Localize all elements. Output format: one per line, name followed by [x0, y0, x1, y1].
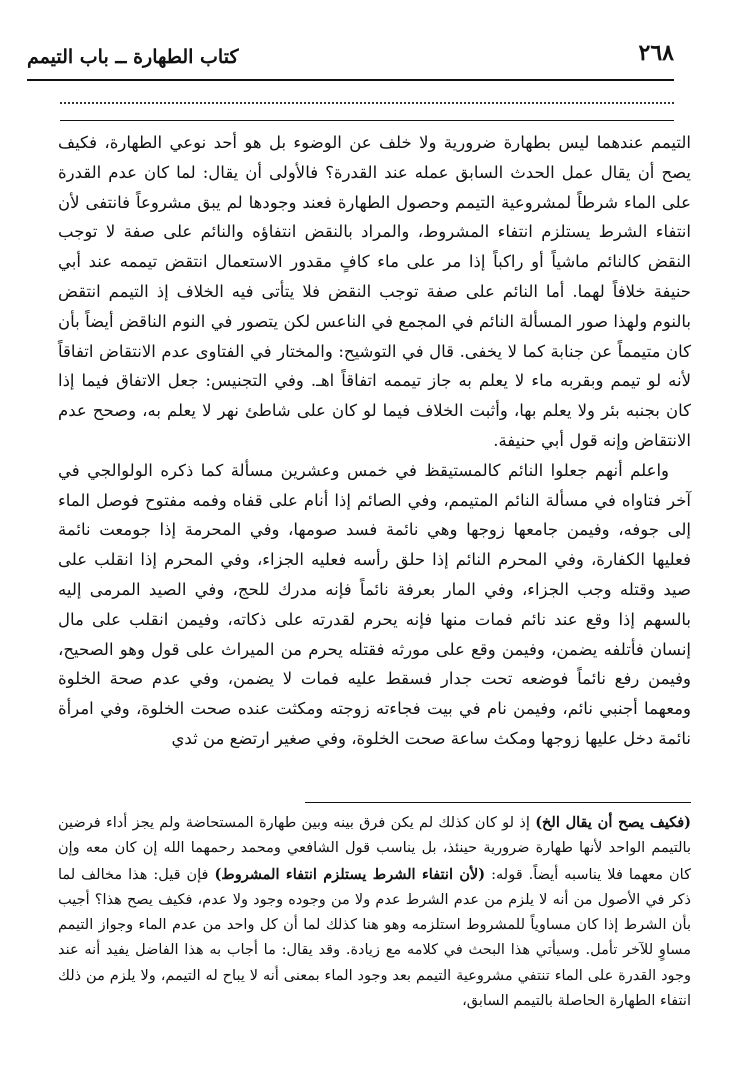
- body-top-rule: [60, 120, 674, 121]
- page-number: ٢٦٨: [638, 40, 674, 66]
- header-rule: [27, 79, 674, 81]
- footnote: [58, 810, 691, 1014]
- footnote-lemma-2: (لأن انتفاء الشرط يستلزم انتفاء المشروط): [214, 865, 486, 883]
- footnote-text-1: إذ لو كان كذلك لم يكن فرق بينه وبين طهارة المستحاضة ولم يجز أداء فرضين بالتيمم الواحد لأنها طهارة ضرورية حينئذ، بل يناسب قول الشافعي ومحمد رحمهما الله إن كان معه وإن كان معهما فلا يناسبه أيضاً. قوله:: [58, 815, 691, 883]
- running-head: كتاب الطهارة ــ باب التيمم: [27, 46, 239, 68]
- dotted-separator: [60, 90, 674, 104]
- footnote-text-2: فإن قيل: هذا مخالف لما ذكر في الأصول من أنه لا يلزم من عدم الشرط عدم ولا من وجوده وجود ولا عدم، فكيف يصح هذا؟ أجيب بأن الشرط إذا كان مساوياً للمشروط استلزمه وهو هنا كذلك لما أن كل واحد من عدم الماء وجواز التيمم مساوٍ للآخر تأمل. وسيأتي هذا البحث في كلامه مع زيادة. وقد يقال: ما أجاب به هذا الفاضل يفيد أنه عند وجود القدرة على الماء تنتفي مشروعية التيمم بعد وجود الماء بمعنى أنه لا يباح له التيمم، ولا يلزم من ذلك انتفاء الطهارة الحاصلة بالتيمم السابق،: [58, 866, 691, 1010]
- main-text: [58, 128, 691, 754]
- footnote-rule: [305, 802, 691, 803]
- main-paragraph-2: واعلم أنهم جعلوا النائم كالمستيقظ في خمس وعشرين مسألة كما ذكره الولوالجي في آخر فتاواه في مسألة النائم المتيمم، وفي الصائم إذا أنام على قفاه وفمه مفتوح فوصل الماء إلى جوفه، وفيمن جامعها زوجها وهي نائمة فسد صومها، وفي المحرمة إذا جومعت نائمة فعليها الكفارة، وفي المحرم النائم إذا حلق رأسه فعليه الجزاء، وفي المحرم إذا انقلب على صيد وقتله وجب الجزاء، وفي المار بعرفة نائماً فإنه مدرك للحج، وفي الصيد المرمى إليه بالسهم إذا وقع عند نائم فمات منها فإنه يحرم لقدرته على ذكاته، وفيمن انقلب على مال إنسان فأتلفه يضمن، وفيمن وقع على مورثه فقتله يحرم من الميراث على قول وهو الصحيح، وفيمن رفع نائماً فوضعه تحت جدار فسقط عليه فمات لا يضمن، وفي عدم صحة الخلوة ومعهما أجنبي نائم، وفيمن نام في بيت فجاءته زوجته ومكثت عنده صحت الخلوة، وفي امرأة نائمة دخل عليها زوجها ومكث ساعة صحت الخلوة، وفي صغير ارتضع من ثدي: [58, 460, 691, 748]
- main-paragraph-1: التيمم عندهما ليس بطهارة ضرورية ولا خلف عن الوضوء بل هو أحد نوعي الطهارة، فكيف يصح أن يقال عمل الحدث السابق عمله عند القدرة؟ فالأولى أن يقال: لما كان عدم القدرة على الماء شرطاً لمشروعية التيمم وحصول الطهارة فعند وجودها لم يبق مشروعاً فانتفى لأن انتفاء الشرط يستلزم انتفاء المشروط، والمراد بالنقض انتفاؤه والنائم على صفة لا توجب النقض كالنائم ماشياً أو راكباً إذا مر على ماء كافٍ مقدور الاستعمال انتقض تيممه عند أبي حنيفة خلافاً لهما. أما النائم على صفة توجب النقض فلا يتأتى فيه الخلاف إذ التيمم انتقض بالنوم ولهذا صور المسألة النائم في المجمع في الناعس لكن يتصور في النوم الناقض أيضاً بأن كان متيمماً عن جنابة كما لا يخفى. قال في التوشيح: والمختار في الفتاوى عدم الانتقاض اتفاقاً لأنه لو تيمم وبقربه ماء لا يعلم به جاز تيممه اتفاقاً اهـ. وفي التجنيس: جعل الاتفاق فيما إذا كان بجنبه بئر ولا يعلم بها، وأثبت الخلاف فيما لو كان على شاطئ نهر لا يعلم به، وصحح عدم الانتقاض وإنه قول أبي حنيفة.: [58, 133, 691, 450]
- page-header: [27, 40, 674, 84]
- footnote-lemma-1: (فكيف يصح أن يقال الخ): [535, 814, 691, 831]
- footnote-paragraph: [58, 810, 691, 1014]
